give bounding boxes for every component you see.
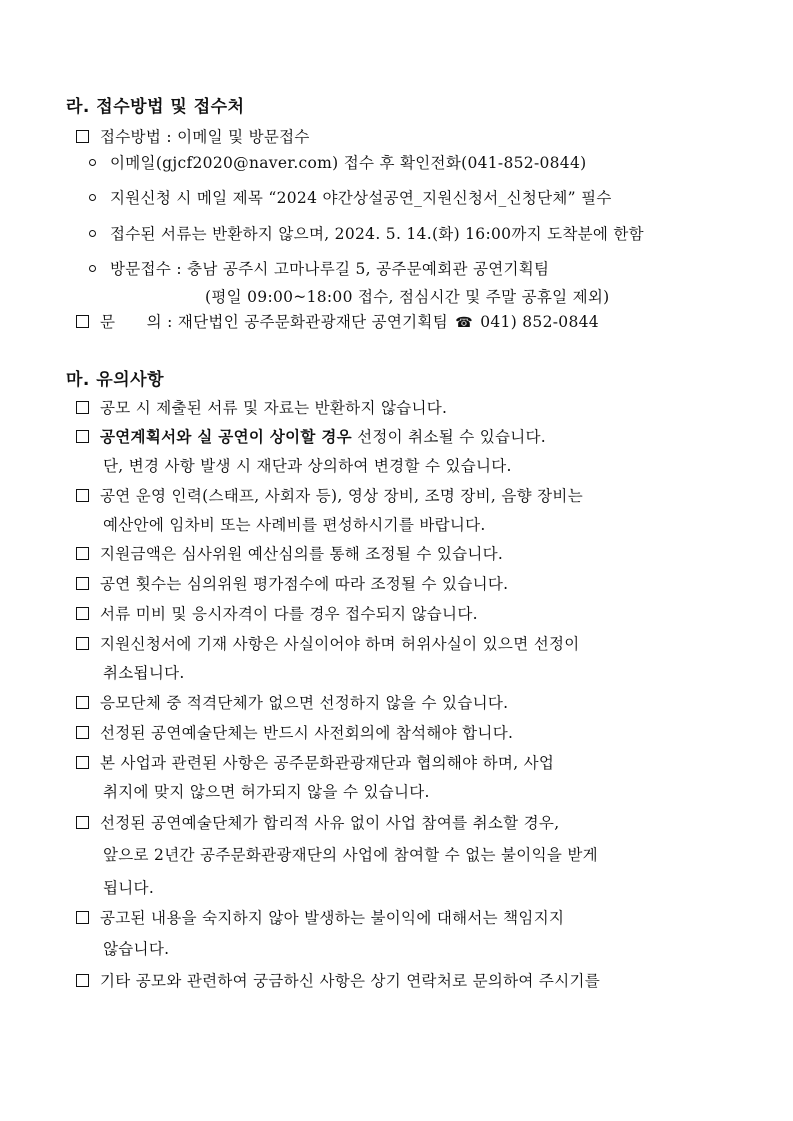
checkbox-icon [76, 974, 89, 987]
notice-item-12: 공고된 내용을 숙지하지 않아 발생하는 불이익에 대해서는 책임지지 [76, 906, 564, 928]
sub-item-visit: 방문접수 : 충남 공주시 고마나루길 5, 공주문예회관 공연기획팀 [89, 257, 549, 279]
notice-item-2-cont: 단, 변경 사항 발생 시 재단과 상의하여 변경할 수 있습니다. [103, 457, 512, 475]
telephone-icon: ☎ [455, 315, 473, 331]
notice-item-7-cont: 취소됩니다. [103, 664, 185, 682]
circle-bullet-icon [89, 265, 96, 272]
notice-item-11-cont1: 앞으로 2년간 공주문화관광재단의 사업에 참여할 수 없는 불이익을 받게 [103, 846, 598, 864]
notice-item-10: 본 사업과 관련된 사항은 공주문화관광재단과 협의해야 하며, 사업 [76, 751, 554, 773]
checkbox-icon [76, 430, 89, 443]
checkbox-icon [76, 577, 89, 590]
notice-item-6: 서류 미비 및 응시자격이 다를 경우 접수되지 않습니다. [76, 602, 478, 624]
notice-item-8: 응모단체 중 적격단체가 없으면 선정하지 않을 수 있습니다. [76, 691, 508, 713]
circle-bullet-icon [89, 159, 96, 166]
sub-item-email: 이메일(gjcf2020@naver.com) 접수 후 확인전화(041-852-0844) [89, 151, 586, 173]
method-line: 접수방법 : 이메일 및 방문접수 [76, 125, 310, 147]
checkbox-icon [76, 607, 89, 620]
circle-bullet-icon [89, 230, 96, 237]
sub-item-mail-subject: 지원신청 시 메일 제목 “2024 야간상설공연_지원신청서_신청단체” 필수 [89, 186, 612, 208]
checkbox-icon [76, 726, 89, 739]
notice-item-5: 공연 횟수는 심의위원 평가점수에 따라 조정될 수 있습니다. [76, 572, 508, 594]
section-ra-title: 라. 접수방법 및 접수처 [66, 97, 245, 117]
checkbox-icon [76, 816, 89, 829]
notice-item-1: 공모 시 제출된 서류 및 자료는 반환하지 않습니다. [76, 396, 447, 418]
checkbox-icon [76, 911, 89, 924]
notice-item-13: 기타 공모와 관련하여 궁금하신 사항은 상기 연락처로 문의하여 주시기를 [76, 969, 600, 991]
checkbox-icon [76, 401, 89, 414]
notice-item-12-cont: 않습니다. [103, 940, 170, 958]
checkbox-icon [76, 696, 89, 709]
notice-item-3: 공연 운영 인력(스태프, 사회자 등), 영상 장비, 조명 장비, 음향 장비는 [76, 484, 583, 506]
notice-item-9: 선정된 공연예술단체는 반드시 사전회의에 참석해야 합니다. [76, 721, 513, 743]
checkbox-icon [76, 547, 89, 560]
sub-item-deadline: 접수된 서류는 반환하지 않으며, 2024. 5. 14.(화) 16:00까지 도착분에 한함 [89, 222, 644, 244]
inquiry-line: 문 의 : 재단법인 공주문화관광재단 공연기획팀 ☎ 041) 852-0844 [76, 310, 599, 332]
notice-item-4: 지원금액은 심사위원 예산심의를 통해 조정될 수 있습니다. [76, 542, 503, 564]
checkbox-icon [76, 637, 89, 650]
checkbox-icon [76, 130, 89, 143]
notice-item-11: 선정된 공연예술단체가 합리적 사유 없이 사업 참여를 취소할 경우, [76, 811, 559, 833]
circle-bullet-icon [89, 194, 96, 201]
notice-item-7: 지원신청서에 기재 사항은 사실이어야 하며 허위사실이 있으면 선정이 [76, 632, 580, 654]
notice-item-3-cont: 예산안에 임차비 또는 사례비를 편성하시기를 바랍니다. [103, 516, 486, 534]
notice-item-2: 공연계획서와 실 공연이 상이할 경우 선정이 취소될 수 있습니다. [76, 425, 546, 447]
checkbox-icon [76, 315, 89, 328]
checkbox-icon [76, 756, 89, 769]
visit-hours: (평일 09:00~18:00 접수, 점심시간 및 주말 공휴일 제외) [205, 288, 610, 306]
section-ma-title: 마. 유의사항 [66, 370, 164, 390]
notice-item-10-cont: 취지에 맞지 않으면 허가되지 않을 수 있습니다. [103, 783, 430, 801]
notice-item-11-cont2: 됩니다. [103, 879, 155, 897]
checkbox-icon [76, 489, 89, 502]
